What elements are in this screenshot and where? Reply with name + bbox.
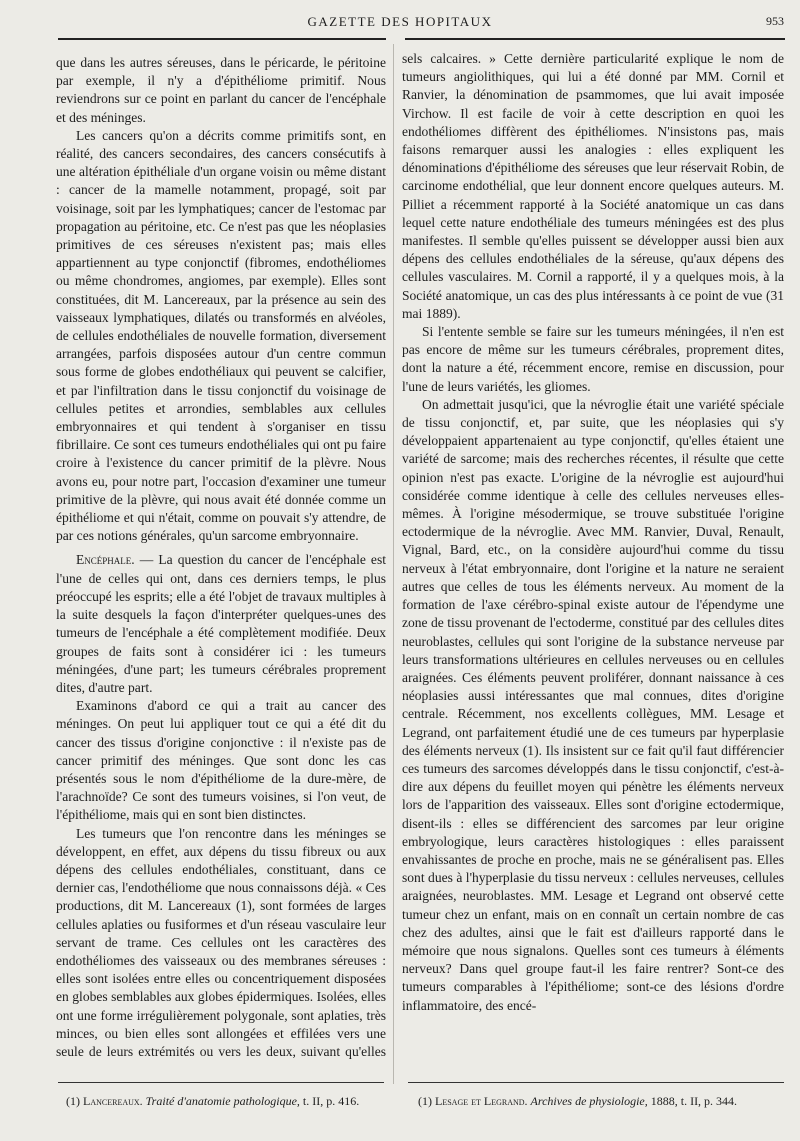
footnote-left [66,1094,359,1109]
footnote-title: Traité d'anatomie pathologique, [145,1094,300,1108]
left-column [56,54,386,1064]
paragraph: que dans les autres séreuses, dans le péricarde, le péritoine par exemple, il n'y a d'épithéliome primitif. Nous reviendrons sur ce point en parlant du cancer de l'encéphale et des méninges. [56,55,386,125]
footnote-author: Lesage et Legrand. [435,1094,528,1108]
column-divider [393,44,394,1084]
footnote-rule-right [408,1082,784,1083]
right-column [402,50,784,1060]
paragraph: Si l'entente semble se faire sur les tumeurs méningées, il n'en est pas encore de même sur les tumeurs cérébrales, proprement dites, dont la nature a été, récemment encore, remise en discussion, pour l'une de leurs variétés, les gliomes. [402,324,784,394]
page-number: 953 [766,14,784,28]
footnote-author: Lancereaux. [83,1094,143,1108]
section-paragraph: Encéphale. — La question du cancer de l'encéphale est l'une de celles qui ont, dans ces derniers temps, le plus préoccupé les esprits; elle a été l'objet de travaux multiples à la suite desquels la façon d'interpréter quelques-unes des tumeurs de l'encéphale a été complètement modifiée. Deux groupes de faits sont à considérer ici : les tumeurs méningées, d'une part; les tumeurs cérébrales proprement dites, d'autre part. [56,552,386,695]
section-title: Encéphale. [76,552,135,568]
footnote-ref: 1888, t. II, p. 344. [650,1094,738,1108]
paragraph: sels calcaires. » Cette dernière particularité explique le nom de tumeurs angiolithiques, qui lui a été donné par MM. Cornil et Ranvier, la dénomination de psammomes, que lui avait imposée Virchow. Il est facile de voir à cette description en quoi les endothéliomes diffèrent des épithéliomes. N'insistons pas, mais faisons remarquer aussi les analogies : elles expliquent les dénominations d'épithéliome des séreuses que leur réservait Robin, de carcinome endothélial, que leur donnent encore quelques auteurs. M. Pilliet a récemment rapporté à la Société anatomique un cas dans lequel cette nature endothéliale des tumeurs méningées est des plus manifestes. Il semble qu'elles puissent se développer aussi bien aux dépens des cellules endothéliales de la séreuse, qu'aux dépens des cellules vasculaires. M. Cornil a rapporté, il y a quelques mois, à la Société anatomique, un cas des plus intéressants à ce point de vue (31 mai 1889). [402,51,784,321]
footnote-marker: (1) [66,1094,80,1108]
paragraph: Examinons d'abord ce qui a trait au cancer des méninges. On peut lui appliquer tout ce qui a été dit du cancer des tissus d'origine conjonctive : il n'existe pas de cancer primitif des méninges. Que sont donc les cas présentés sous le nom d'épithéliome de la dure-mère, de l'arachnoïde? Ce sont des tumeurs voisines, si l'on veut, de l'épithéliome, mais qui en sont bien distinctes. [56,698,386,823]
header-rule-right [405,38,785,40]
footnote-ref: t. II, p. 416. [302,1094,360,1108]
header-rule-left [58,38,386,40]
footnote-marker: (1) [418,1094,432,1108]
paragraph: On admettait jusqu'ici, que la névroglie était une variété spéciale de tissu conjonctif, et, par suite, que les néoplasies qui s'y développaient appartenaient au type conjonctif, qu'elles étaient une variété de sarcome; mais des recherches récentes, il résulte que cette opinion n'est pas exacte. L'origine de la névroglie est aujourd'hui considérée comme identique à celle des cellules nerveuses elles-mêmes. À l'origine mésodermique, se trouve substituée l'origine ectodermique de la névroglie. Avec MM. Ranvier, Duval, Renault, Vignal, Bard, etc., on la considère aujourd'hui comme du tissu nerveux à l'état embryonnaire, dont l'origine et la nature ne seraient autres que celles de tous les éléments nerveux. Au moment de la formation de l'axe cérébro-spinal existe autour de l'épendyme une zone de tissu provenant de l'ectoderme, constitué par des cellules dites neuroblastes, cellules qui sont l'origine de la substance nerveuse par leurs transformations ultérieures en cellules nerveuses ou en cellules araignées. Ces éléments peuvent proliférer, donnant naissance à ces néoplasies aussi intéressantes que mal connues, dites d'origine centrale. Récemment, nos excellents collègues, MM. Lesage et Legrand, ont parfaitement étudié une de ces tumeurs par hyperplasie des éléments nerveux (1). Ils insistent sur ce fait qu'il faut différencier ces tumeurs des sarcomes développés dans le tissu conjonctif, c'est-à-dire aux dépens du feuillet moyen qui pénètre les éléments nerveux lors de l'apparition des vaisseaux. Elles sont d'origine ectodermique, disent-ils : elles se différencient des sarcomes par leur origine embryologique, leurs caractères histologiques : elles paraissent envahissantes de proche en proche, mais ne se généralisent pas. Elles sont dues à l'hyperplasie du tissu nerveux : cellules nerveuses, cellules araignées, neuroblastes. MM. Lesage et Legrand ont observé cette tumeur chez un enfant, mais on en connaît un certain nombre de cas chez des adultes, ainsi que le fait est d'ailleurs rapporté dans le mémoire que nous signalons. Quelles sont ces tumeurs à éléments nerveux? Dans quel groupe faut-il les faire rentrer? Sont-ce des tumeurs comparables à l'épithéliome; sont-ce des lésions d'ordre inflammatoire, des encé- [402,396,784,1013]
footnote-right [418,1094,737,1109]
page-header [0,0,800,34]
journal-title: GAZETTE DES HOPITAUX [307,14,493,29]
paragraph: Les cancers qu'on a décrits comme primitifs sont, en réalité, des cancers secondaires, des cancers consécutifs à une altération épithéliale d'un organe voisin ou même distant : cancer de la mamelle notamment, propagé, soit par voisinage, soit par les lymphatiques; cancer de l'estomac par propagation au péritoine, etc. Ce n'est pas que les néoplasies primitives de ces séreuses n'existent pas; mais elles appartiennent au type conjonctif (fibromes, endothéliomes ou même chondromes, angiomes, par exemple). Elles sont constituées, dit M. Lancereaux, par la présence au sein des vaisseaux lymphatiques, dilatés ou transformés en alvéoles, de cellules endothéliales de nouvelle formation, diversement arrangées, parfois disposées autour d'un centre commun sous forme de globes endothéliaux qui peuvent se calcifier, et par l'infiltration dans le tissu conjonctif du voisinage de cellules petites et arrondies, semblables aux cellules embryonnaires et qui tendent à s'organiser en tissu fibrillaire. Ce sont ces tumeurs endothéliales qui ont pu faire croire à l'existence du cancer primitif de la plèvre. Nous avons eu, pour notre part, l'occasion d'examiner une tumeur primitive de la plèvre, qui nous avait été donnée comme un épithéliome et qui n'était, comme on pouvait s'y attendre, de par ces notions générales, qu'un sarcome embryonnaire. [56,127,386,544]
footnote-rule-left [58,1082,384,1083]
footnote-title: Archives de physiologie, [530,1094,648,1108]
paragraph: Les tumeurs que l'on rencontre dans les méninges se développent, en effet, aux dépens du tissu fibreux ou aux dépens des cellules endothéliales, constituant, dans ce dernier cas, l'endothéliome que nous connaissons déjà. « Ces productions, dit M. Lancereaux (1), sont formées de larges cellules aplaties ou fusiformes et d'un réseau vasculaire leur servant de trame. Ces cellules ont les caractères des endothéliomes des vaisseaux ou des membranes séreuses : elles sont isolées entre elles ou concentriquement disposées en globes semblables aux globes épidermiques. Isolées, elles ont une forme irrégulièrement polygonale, sont aplaties, très minces, ou bien elles sont allongées et effilées vers une seule de leurs extrémités ou vers les deux, suivant qu'elles [56,825,386,1059]
paragraph-text: La question du cancer de l'encéphale est l'une de celles qui ont, dans ces derniers temps, le plus préoccupé les esprits; elle a été l'objet de travaux multiples à la suite desquels la façon d'interpréter quelques-unes des tumeurs de l'encéphale a été complètement modifiée. Deux groupes de faits sont à considérer ici : les tumeurs méningées, d'une part; les tumeurs cérébrales proprement dites, d'autre part. [56,552,386,695]
